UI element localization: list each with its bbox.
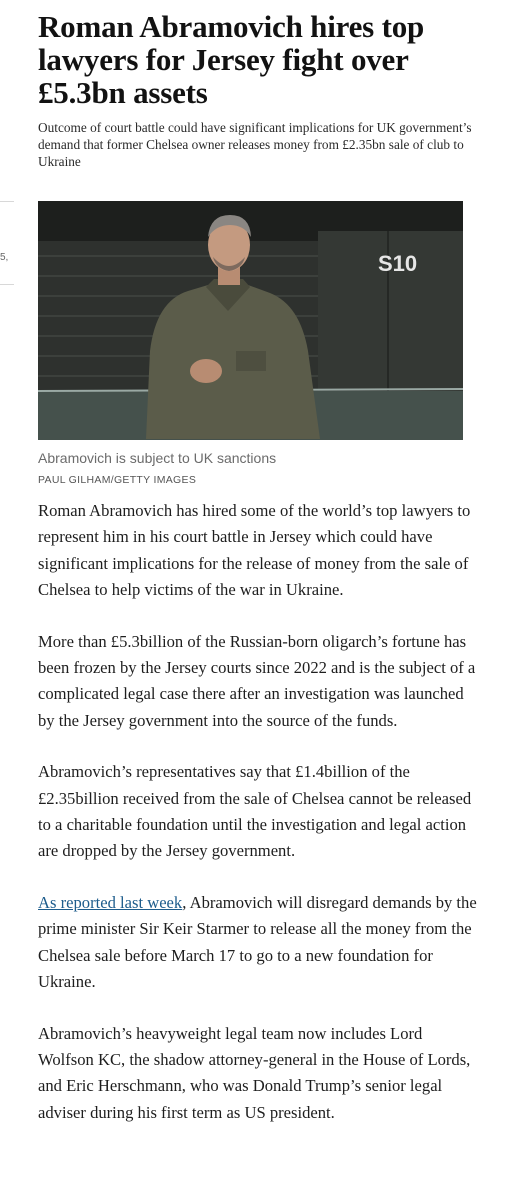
paragraph: Roman Abramovich has hired some of the world’s top lawyers to represent him in his court battle in Jersey which could have significant implications for the release of money from the sale of Chelsea to help victims of the war in Ukraine.	[38, 501, 471, 600]
article-headline: Roman Abramovich hires top lawyers for Jersey fight over £5.3bn assets	[38, 9, 425, 110]
article-photo[interactable]	[38, 201, 463, 440]
article-body	[38, 498, 478, 1151]
paragraph	[38, 890, 478, 996]
photo-caption: Abramovich is subject to UK sanctions	[38, 450, 277, 466]
paragraph: Abramovich’s heavyweight legal team now includes Lord Wolfson KC, the shadow attorney-general in the House of Lords, and Eric Herschmann, who was Donald Trump’s senior legal adviser during his first term as US president.	[38, 1023, 471, 1122]
article-standfirst: Outcome of court battle could have significant implications for UK government’s demand that former Chelsea owner releases money from £2.35bn sale of club to Ukraine	[38, 120, 472, 169]
photo-credit: PAUL GILHAM/GETTY IMAGES	[38, 474, 197, 486]
side-column-divider	[0, 201, 14, 202]
paragraph: More than £5.3billion of the Russian-born oligarch’s fortune has been frozen by the Jersey courts since 2022 and is the subject of a complicated legal case there after an investigation was launched by the Jersey government into the source of the funds.	[38, 631, 476, 730]
side-column-fragment: 5,	[0, 252, 9, 263]
side-column-divider	[0, 284, 14, 285]
stand-sign: S10	[378, 251, 418, 276]
paragraph-text: , Abramovich will disregard demands by the prime minister Sir Keir Starmer to release all the money from the Chelsea sale before March 17 to go to a new foundation for Ukraine.	[38, 892, 477, 992]
paragraph: Abramovich’s representatives say that £1.4billion of the £2.35billion received from the sale of Chelsea cannot be released to a charitable foundation until the investigation and legal action are dropped by the Jersey government.	[38, 762, 472, 861]
reported-last-week-link[interactable]: As reported last week	[38, 892, 183, 912]
